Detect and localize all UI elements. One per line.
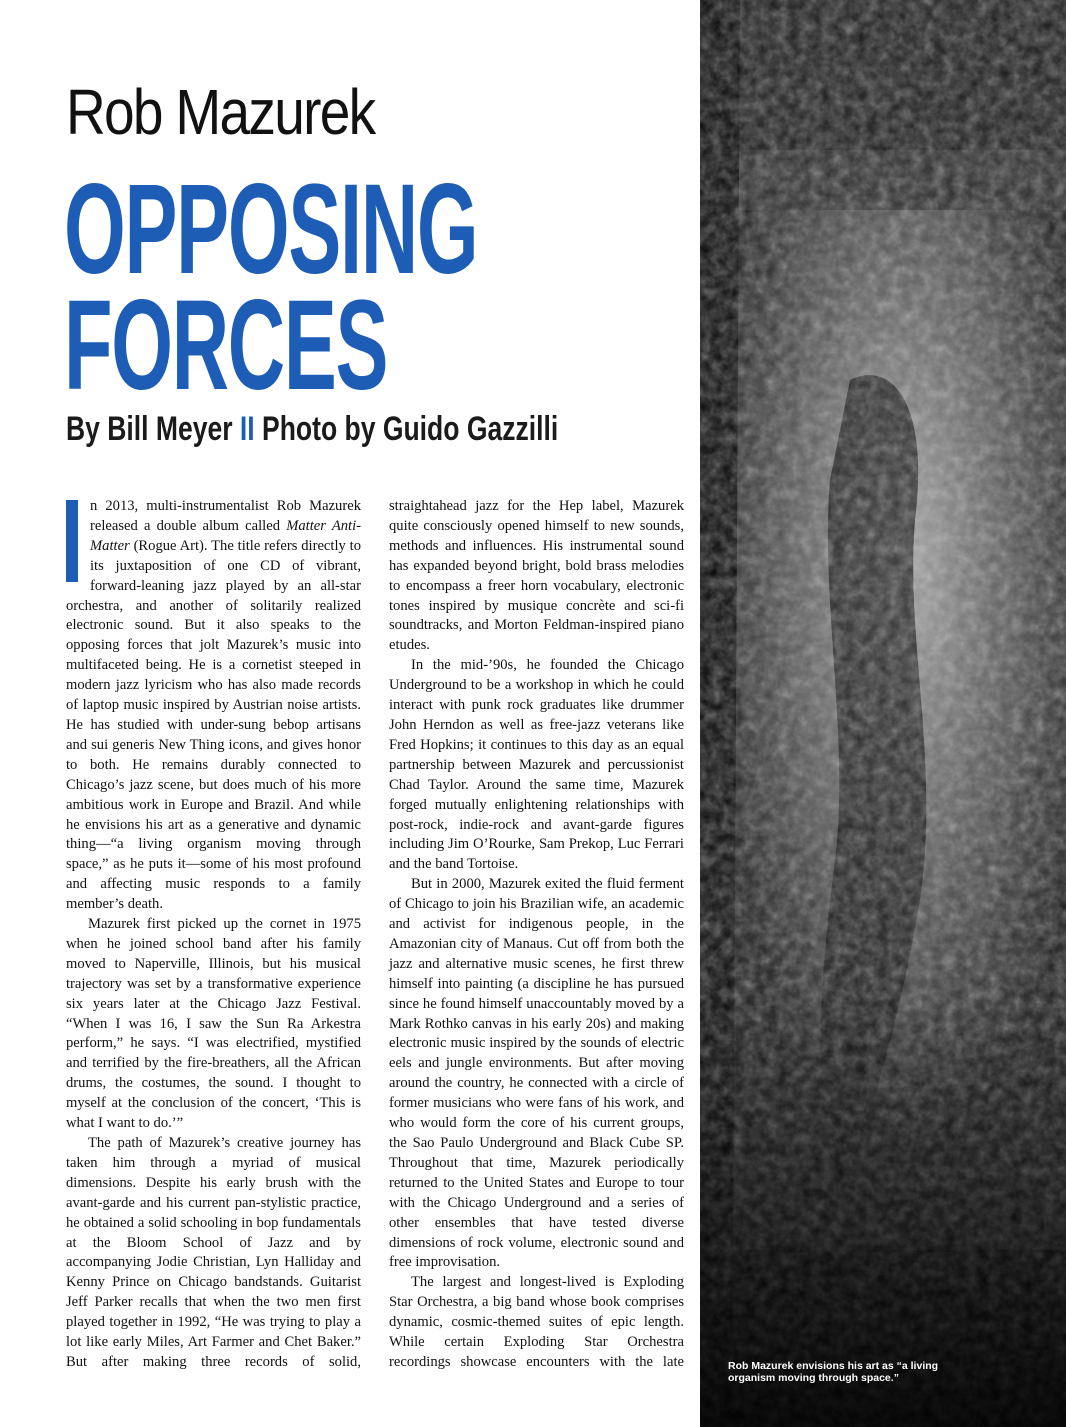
article-body xyxy=(66,497,684,1377)
photo-graphic xyxy=(700,0,1066,1427)
dropcap-bar xyxy=(66,500,78,582)
album-title: Matter Anti-Matter xyxy=(90,517,361,554)
kicker-name: Rob Mazurek xyxy=(66,76,375,148)
paragraph-3: The path of Mazurek’s creative journey has taken him through a myriad of musical dimensions. Despite his early brush with the avant-garde and his current pan-stylistic practice, he obtained a solid schooling in bop fundamentals at the Bloom School of Jazz and by accompanying Jodie Christian, Lyn Halliday and Kenny Prince on Chicago bandstands. Guitarist Jeff Parker recalls that when the two men first played together in 1992, “He was trying to play a lot like early Miles, Art Farmer and Chet Baker.” But after making three records of solid, straightahead jazz for the Hep label, Mazurek quite consciously opened himself to new sounds, methods and influences. His instrumental sound has expanded beyond bright, bold brass melodies to encompass a freer horn vocabulary, electronic tones inspired by musique concrète and sci-fi soundtracks, and Morton Feldman-inspired piano etudes. xyxy=(66,498,684,1370)
paragraph-6: The largest and longest-lived is Exploding Star Orchestra, a big band whose book comprises dynamic, cosmic-themed suites of epic length. While certain Exploding Star Orchestra recordings showcase encounters with the late xyxy=(389,1274,684,1370)
byline-separator: II xyxy=(239,410,255,448)
headline-line-1: OPPOSING xyxy=(64,158,478,301)
paragraph-1 xyxy=(66,497,361,915)
photo-caption: Rob Mazurek envisions his art as “a living organism moving through space.” xyxy=(728,1360,939,1384)
paragraph-2: Mazurek first picked up the cornet in 1975 when he joined school band after his family moved to Naperville, Illinois, but his musical trajectory was set by a transformative experience six years later at the Chicago Jazz Festival. “When I was 16, I saw the Sun Ra Arkestra perform,” he says. “I was electrified, mystified and terrified by the fire-breathers, all the African drums, the costumes, the sound. I thought to myself at the conclusion of the concert, ‘This is what I want to do.’” xyxy=(66,916,361,1132)
paragraph-5: But in 2000, Mazurek exited the fluid ferment of Chicago to join his Brazilian wife, an academic and activist for indigenous people, in the Amazonian city of Manaus. Cut off from both the jazz and alternative music scenes, he first threw himself into painting (a discipline he has pursued since he found himself unaccountably moved by a Mark Rothko canvas in his early 20s) and making electronic music inspired by the sounds of electric eels and jungle environments. But after moving around the country, he connected with a circle of former musicians who were fans of his work, and who would form the core of his current groups, the Sao Paulo Underground and Black Cube SP. Throughout that time, Mazurek periodically returned to the United States and Europe to tour with the Chicago Underground and a series of other ensembles that have tested diverse dimensions of rock volume, electronic sound and free improvisation. xyxy=(389,876,684,1271)
byline-photo-credit: Photo by Guido Gazzilli xyxy=(262,410,559,448)
paragraph-4: In the mid-’90s, he founded the Chicago Underground to be a workshop in which he could interact with punk rock graduates like drummer John Herndon as well as free-jazz veterans like Fred Hopkins; it continues to this day as an equal partnership between Mazurek and percussionist Chad Taylor. Around the same time, Mazurek forged mutually enlightening relationships with post-rock, indie-rock and avant-garde figures including Jim O’Rourke, Sam Prekop, Luc Ferrari and the band Tortoise. xyxy=(389,657,684,873)
byline-author: By Bill Meyer xyxy=(66,410,233,448)
portrait-photo xyxy=(700,0,1066,1427)
headline-line-2: FORCES xyxy=(64,274,388,417)
byline xyxy=(66,412,558,446)
paragraph-1-text-b: (Rogue Art). The title refers directly to its juxtaposition of one CD of vibrant, forward-leaning jazz played by an all-star orchestra, and another of solitarily realized electronic sound. But it also speaks to the opposing forces that jolt Mazurek’s music into multifaceted being. He is a cornetist steeped in modern jazz lyricism who has also made records of laptop music inspired by Austrian noise artists. He has studied with under-sung bebop artisans and sui generis New Thing icons, and gives honor to both. He remains durably connected to Chicago’s jazz scene, but does much of his more ambitious work in Europe and Brazil. And while he envisions his art as a generative and dynamic thing—“a living organism moving through space,” as he puts it—some of his most profound and affecting music responds to a family member’s death. xyxy=(66,537,361,913)
paragraph-1-text-a: n 2013, multi-instrumentalist Rob Mazurek released a double album called xyxy=(90,498,361,534)
